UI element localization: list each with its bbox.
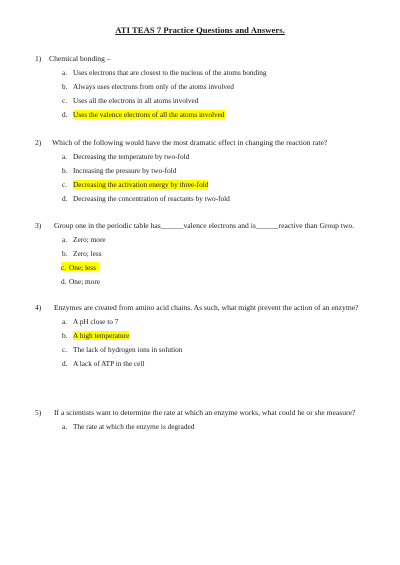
highlighted-answer: One; less <box>69 263 96 272</box>
question-number: 5) <box>35 408 42 417</box>
question-text: Which of the following would have the most dramatic effect in changing the reaction rate? <box>52 138 328 147</box>
document-title: ATI TEAS 7 Practice Questions and Answers. <box>115 25 285 35</box>
question-text: Group one in the periodic table has______valence electrons and is______reactive than Group two. <box>54 221 355 230</box>
highlighted-answer: Uses the valence electrons of all the atoms involved <box>73 110 225 119</box>
highlighted-answer: A high temperature <box>73 331 130 340</box>
document-page: ATI TEAS 7 Practice Questions and Answers. 1) Chemical bonding – a. Uses electrons that are closest to the nucleus of the atoms bonding b. Always uses electrons from only of the atoms involved c. Uses all the electrons in all atoms involved d. Uses the valence electrons of all the atoms involved 2) Which of the following would have the most dramatic effect in changing the reaction rate? a. Decreasing the temperature by two-fold b. Increasing the pressure by two-fold c. Decreasing the activation energy by three-fold d. Decreasing the concentration of reactants by two-fold 3) Group one in the periodic table has______valence electrons and is______reactive than Group two. a. Zero; more b. Zero; less c. One; less d. One; more 4) Enzymes are created from amino acid chains. As such, what might prevent the action of an enzyme? a. A pH close to 7 b. A high temperature c. The lack of hydrogen ions in solution d. A lack of ATP in the cell 5) If a scientists want to determine the rate at which an enzyme works, what could he or she measure? a. The rate at which the enzyme is degraded <box>0 0 400 565</box>
highlighted-answer: Decreasing the activation energy by three-fold <box>73 180 209 189</box>
question-number: 1) <box>35 54 42 63</box>
question-number: 2) <box>35 138 42 147</box>
question-text: If a scientists want to determine the rate at which an enzyme works, what could he or she measure? <box>54 408 356 417</box>
question-number: 4) <box>35 303 42 312</box>
question-text: Enzymes are created from amino acid chains. As such, what might prevent the action of an enzyme? <box>54 303 359 312</box>
question-text: Chemical bonding – <box>49 54 111 63</box>
question-number: 3) <box>35 221 42 230</box>
